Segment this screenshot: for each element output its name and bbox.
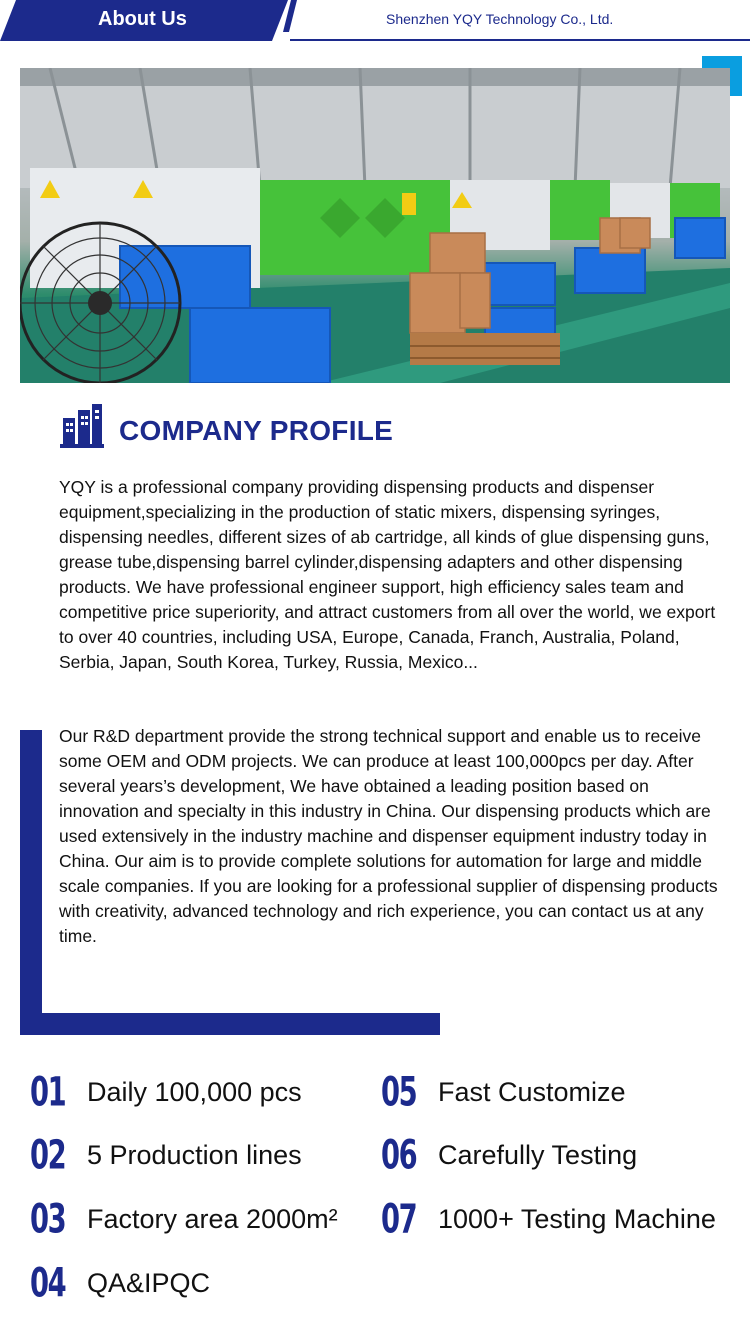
feature-label: Daily 100,000 pcs: [87, 1076, 302, 1107]
factory-photo-illustration: [20, 68, 730, 383]
feature-item: [30, 1130, 302, 1180]
feature-number: 03: [30, 1195, 66, 1243]
feature-item: [381, 1130, 637, 1180]
feature-label: 5 Production lines: [87, 1139, 302, 1170]
profile-paragraph-1: YQY is a professional company providing dispensing products and dispenser equipment,specializing in the production of static mixers, dispensing syringes, dispensing needles, different sizes of ab cartridge, all kinds of glue dispensing guns, grease tube,dispensing barrel cylinder,dispensing adapters and other dispensing products. We have professional engineer support, high efficiency sales team and competitive price superiority, and attract customers from all over the world, we export to over 40 countries, including USA, Europe, Canada, Franch, Australia, Poland, Serbia, Japan, South Korea, Turkey, Russia, Mexico...: [59, 477, 716, 672]
feature-number: 01: [30, 1068, 66, 1116]
feature-item: [381, 1067, 626, 1117]
feature-number: 07: [381, 1195, 417, 1243]
feature-label: Fast Customize: [438, 1076, 626, 1107]
page-title: About Us: [98, 8, 187, 30]
feature-label: Factory area 2000m²: [87, 1203, 338, 1234]
feature-number: 06: [381, 1131, 417, 1179]
feature-label: Carefully Testing: [438, 1139, 638, 1170]
factory-photo: [20, 68, 730, 383]
feature-item: [30, 1258, 210, 1308]
profile-paragraph-2: Our R&D department provide the strong technical support and enable us to receive some OEM and ODM projects. We can produce at least 100,000pcs per day. After several years’s development, We have obtained a leading position based on innovation and specialty in this industry in China. Our dispensing products which are used extensively in the industry machine and dispenser equipment industry today in China. Our aim is to provide complete solutions for automation for large and middle scale companies. If you are looking for a professional supplier of dispensing products with creativity, advanced technology and rich experience, you can contact us at any time.: [59, 726, 718, 946]
profile-title: COMPANY PROFILE: [119, 415, 394, 446]
feature-number: 04: [30, 1259, 66, 1307]
feature-label: 1000+ Testing Machine: [438, 1203, 716, 1234]
bracket-decoration-horizontal: [20, 1013, 440, 1035]
page-header: [0, 0, 750, 42]
feature-number: 05: [381, 1068, 417, 1116]
header-underline: [290, 39, 750, 41]
feature-item: [30, 1194, 338, 1244]
company-name: Shenzhen YQY Technology Co., Ltd.: [386, 11, 614, 27]
feature-item: [381, 1194, 716, 1244]
bracket-decoration-vertical: [20, 730, 42, 1035]
building-icon: [60, 404, 104, 448]
feature-number: 02: [30, 1131, 66, 1179]
feature-label: QA&IPQC: [87, 1267, 211, 1298]
feature-item: [30, 1067, 302, 1117]
